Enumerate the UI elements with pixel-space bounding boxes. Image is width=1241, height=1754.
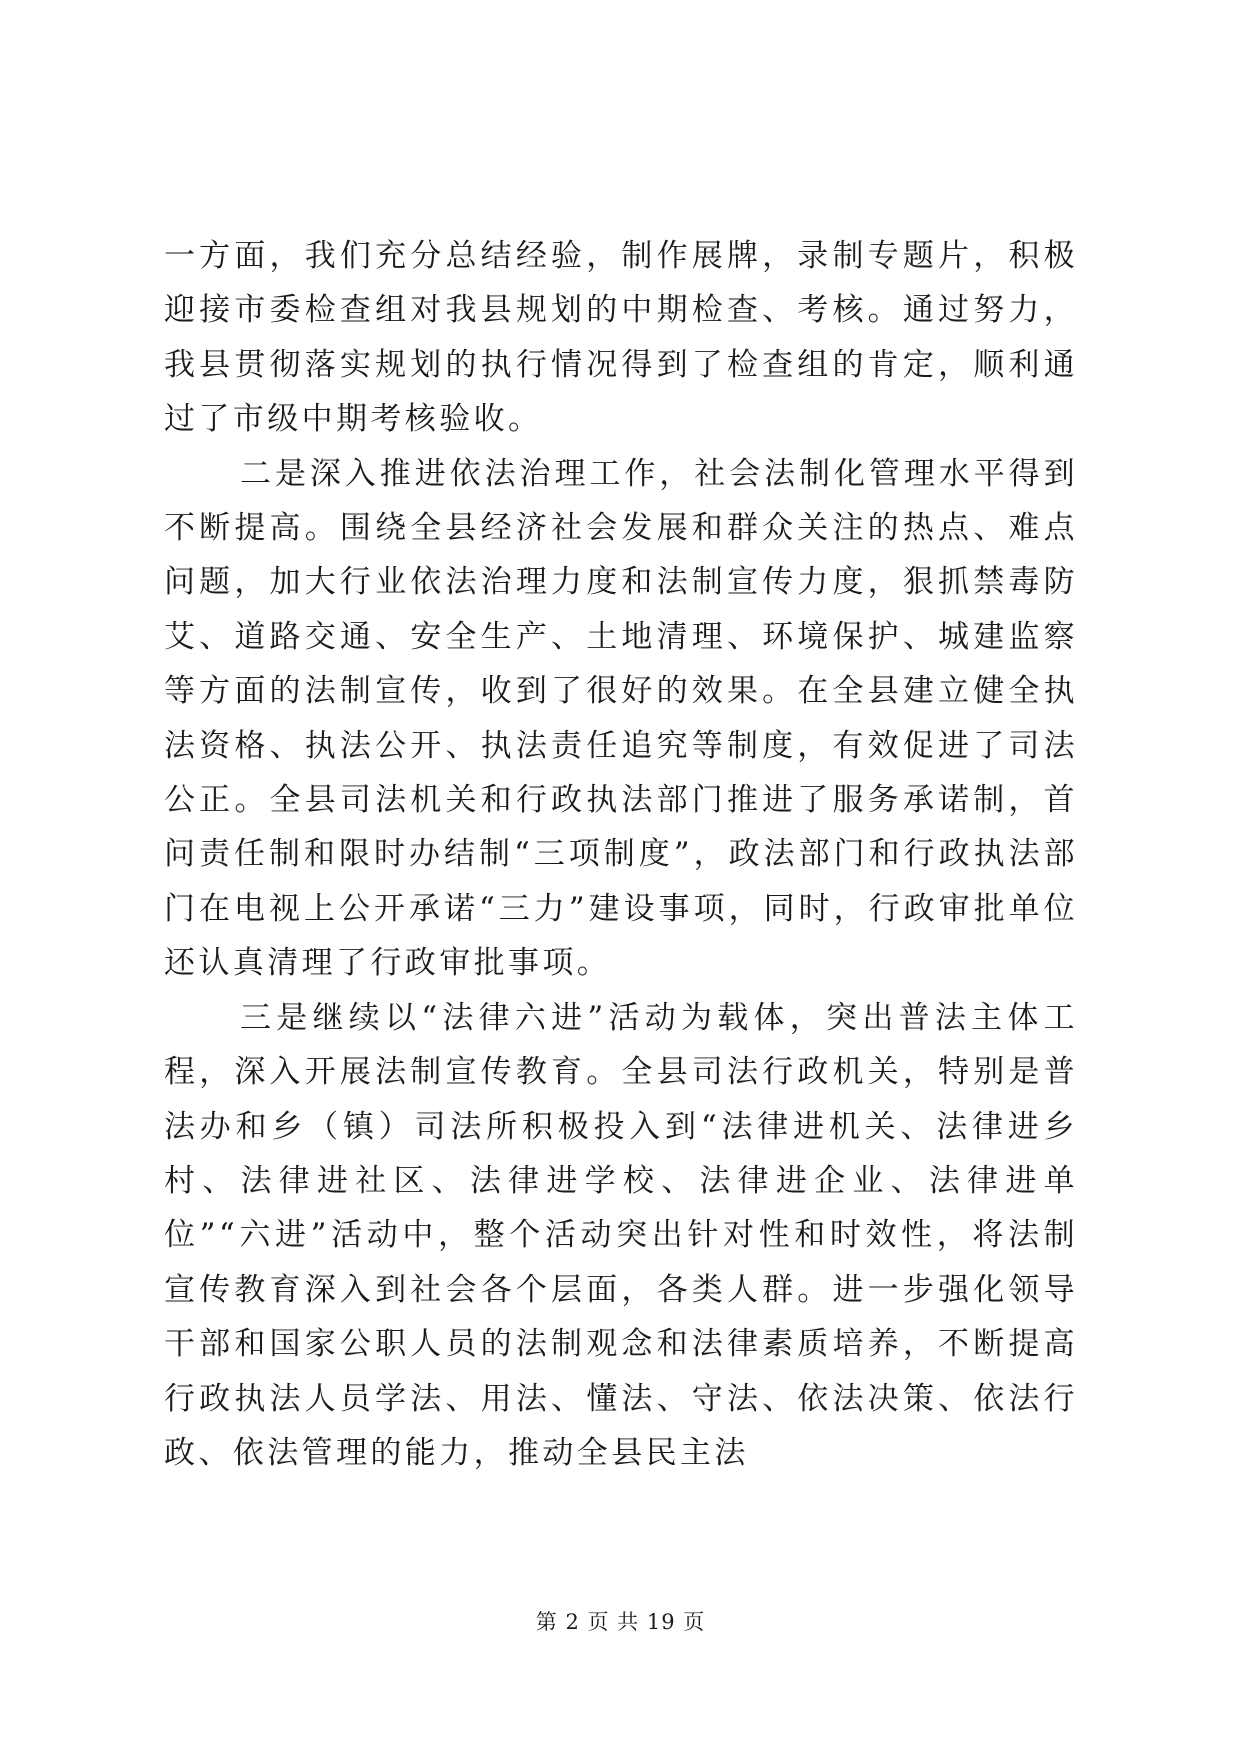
document-body — [164, 229, 1078, 1480]
page-number-footer: 第 2 页 共 19 页 — [535, 1610, 706, 1634]
paragraph-1: 一方面，我们充分总结经验，制作展牌，录制专题片，积极迎接市委检查组对我县规划的中期检查、考核。通过努力，我县贯彻落实规划的执行情况得到了检查组的肯定，顺利通过了市级中期考核验收。 — [164, 238, 1078, 438]
paragraph-3: 三是继续以“法律六进”活动为载体，突出普法主体工程，深入开展法制宣传教育。全县司法行政机关，特别是普法办和乡（镇）司法所积极投入到“法律进机关、法律进乡村、法律进社区、法律进学校、法律进企业、法律进单位”“六进”活动中，整个活动突出针对性和时效性，将法制宣传教育深入到社会各个层面，各类人群。进一步强化领导干部和国家公职人员的法制观念和法律素质培养，不断提高行政执法人员学法、用法、懂法、守法、依法决策、依法行政、依法管理的能力，推动全县民主法 — [164, 999, 1078, 1471]
paragraph-2: 二是深入推进依法治理工作，社会法制化管理水平得到不断提高。围绕全县经济社会发展和群众关注的热点、难点问题，加大行业依法治理力度和法制宣传力度，狠抓禁毒防艾、道路交通、安全生产、土地清理、环境保护、城建监察等方面的法制宣传，收到了很好的效果。在全县建立健全执法资格、执法公开、执法责任追究等制度，有效促进了司法公正。全县司法机关和行政执法部门推进了服务承诺制，首问责任制和限时办结制“三项制度”，政法部门和行政执法部门在电视上公开承诺“三力”建设事项，同时，行政审批单位还认真清理了行政审批事项。 — [164, 455, 1078, 982]
